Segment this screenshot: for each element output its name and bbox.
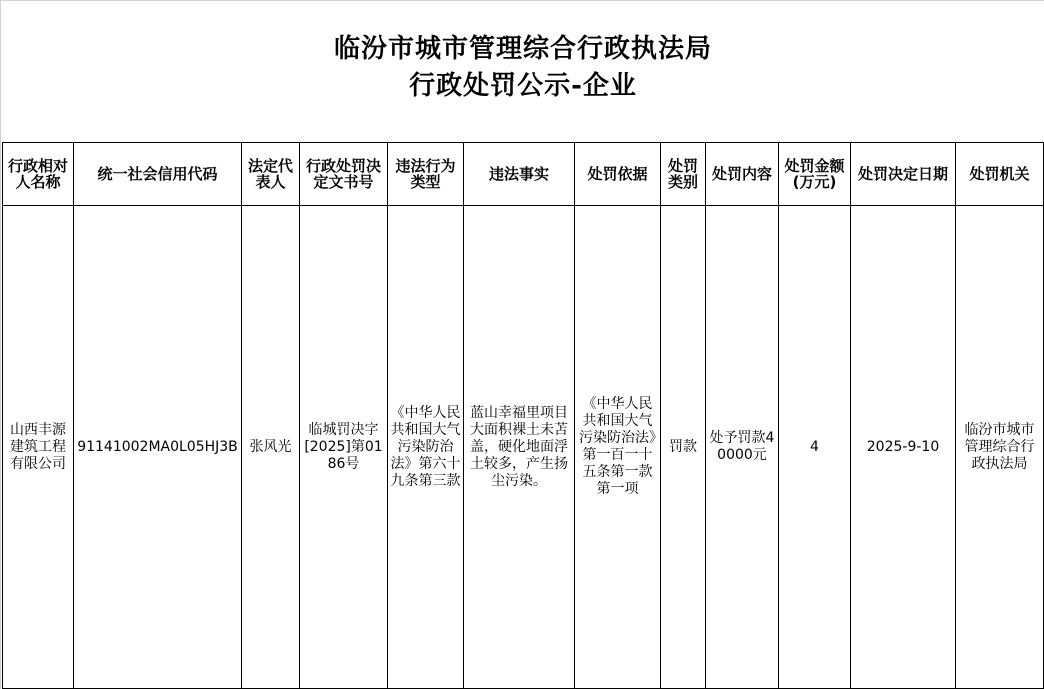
header-party-name: 行政相对人名称 bbox=[3, 143, 74, 206]
cell-credit-code: 91141002MA0L05HJ3B bbox=[74, 206, 242, 689]
cell-violation-facts: 蓝山幸福里项目大面积裸土未苫盖，硬化地面浮土较多，产生扬尘污染。 bbox=[464, 206, 575, 689]
header-penalty-amount: 处罚金额(万元) bbox=[779, 143, 851, 206]
cell-violation-type: 《中华人民共和国大气污染防治法》第六十九条第三款 bbox=[388, 206, 464, 689]
header-authority: 处罚机关 bbox=[956, 143, 1044, 206]
document-title: 临汾市城市管理综合行政执法局 bbox=[333, 34, 712, 64]
header-penalty-basis: 处罚依据 bbox=[575, 143, 661, 206]
cell-penalty-amount: 4 bbox=[779, 206, 851, 689]
header-penalty-content: 处罚内容 bbox=[706, 143, 779, 206]
penalty-table bbox=[2, 142, 1044, 689]
header-violation-type: 违法行为类型 bbox=[388, 143, 464, 206]
cell-decision-no: 临城罚决字[2025]第0186号 bbox=[300, 206, 388, 689]
document-subtitle: 行政处罚公示-企业 bbox=[409, 71, 637, 101]
header-penalty-category: 处罚类别 bbox=[661, 143, 706, 206]
header-violation-facts: 违法事实 bbox=[464, 143, 575, 206]
cell-penalty-content: 处予罚款40000元 bbox=[706, 206, 779, 689]
header-legal-rep: 法定代表人 bbox=[242, 143, 300, 206]
cell-party-name: 山西丰源建筑工程有限公司 bbox=[3, 206, 74, 689]
title-block bbox=[1, 31, 1044, 105]
header-decision-date: 处罚决定日期 bbox=[851, 143, 956, 206]
cell-penalty-category: 罚款 bbox=[661, 206, 706, 689]
cell-decision-date: 2025-9-10 bbox=[851, 206, 956, 689]
table-header-row bbox=[3, 143, 1044, 206]
cell-legal-rep: 张风光 bbox=[242, 206, 300, 689]
header-credit-code: 统一社会信用代码 bbox=[74, 143, 242, 206]
table-row bbox=[3, 206, 1044, 689]
cell-penalty-basis: 《中华人民共和国大气污染防治法》第一百一十五条第一款第一项 bbox=[575, 206, 661, 689]
cell-authority: 临汾市城市管理综合行政执法局 bbox=[956, 206, 1044, 689]
header-decision-no: 行政处罚决定文书号 bbox=[300, 143, 388, 206]
